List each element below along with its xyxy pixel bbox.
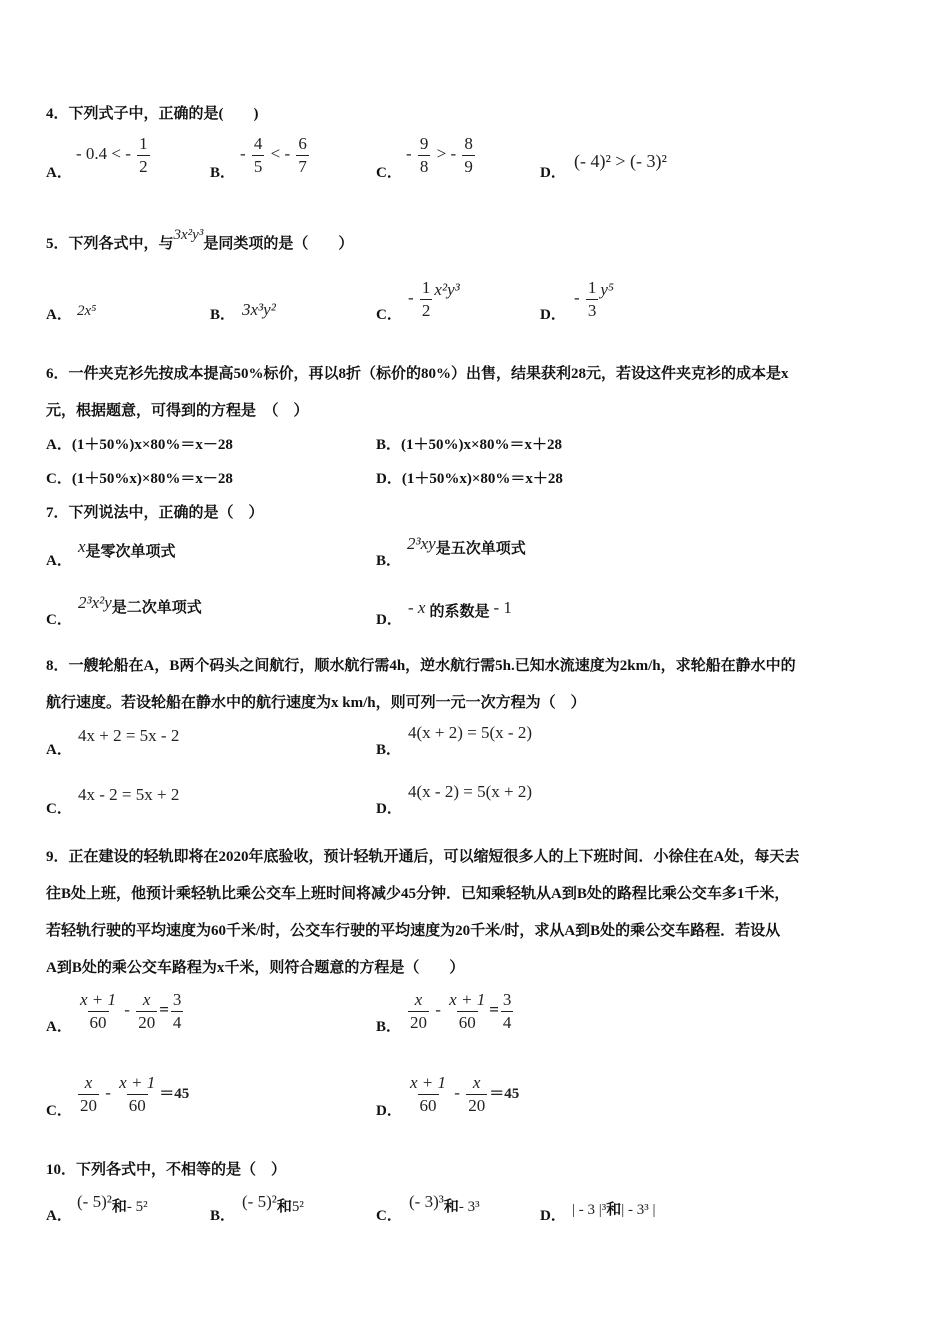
q7-d-val: - 1 xyxy=(493,598,512,617)
q9-b-d3: 4 xyxy=(502,1012,512,1032)
q8-option-b: 4(x + 2) = 5(x - 2) xyxy=(408,723,532,742)
q10-d-e1: | - 3 |³ xyxy=(572,1202,607,1218)
q9-line3: 若轻轨行驶的平均速度为60千米/时，公交车行驶的平均速度为20千米/时，求从A到B处的乘公交车路程．若设从 xyxy=(46,923,781,939)
q10-b-e1: (- 5)² xyxy=(242,1192,277,1211)
q10-option-c xyxy=(409,1192,480,1216)
q9-a-n2: x xyxy=(142,990,151,1009)
q8-option-d: 4(x - 2) = 5(x + 2) xyxy=(408,782,532,801)
q5-option-d: - $\frac{1}{3}$ y⁵ xyxy=(574,278,614,320)
q4-c-mid: > - xyxy=(432,143,461,163)
q9-option-b xyxy=(406,990,515,1032)
q5-label-c: C． xyxy=(376,307,402,323)
q10-c-e2: - 3³ xyxy=(458,1199,480,1215)
q4-b-d2: 7 xyxy=(298,156,307,176)
q4-b-mid: < - xyxy=(266,143,295,163)
q7-option-d xyxy=(408,600,512,621)
q10-label-c: C． xyxy=(376,1208,402,1224)
q7-stem: 7．下列说法中，正确的是（ ） xyxy=(46,505,264,521)
q7-c-expr: 2³x²y xyxy=(78,593,112,612)
q10-option-b xyxy=(242,1192,304,1216)
q9-label-a: A． xyxy=(46,1019,72,1035)
q4-option-c: - $\frac{9}{8}$ > - $\frac{8}{9}$ xyxy=(406,134,473,176)
q4-c-n1: 9 xyxy=(419,134,429,153)
q9-a-n1: x + 1 xyxy=(80,990,117,1009)
q5-option-a: 2x⁵ xyxy=(77,303,97,319)
q9-a-eq: = xyxy=(159,999,169,1019)
q4-c-n2: 8 xyxy=(464,134,473,153)
q6-option-d: D．(1＋50%x)×80%＝x＋28 xyxy=(376,471,563,487)
q6-option-c: C．(1＋50%x)×80%＝x－28 xyxy=(46,471,233,487)
q7-a-text: 是零次单项式 xyxy=(85,544,176,560)
q5-label-d: D． xyxy=(540,307,566,323)
q7-option-b xyxy=(407,534,526,558)
q10-option-d xyxy=(572,1198,656,1219)
q10-d-e2: | - 3³ | xyxy=(621,1202,656,1218)
q9-b-eq: = xyxy=(489,999,499,1019)
q5-c-den: 2 xyxy=(421,300,431,320)
q4-b-d1: 5 xyxy=(253,156,263,176)
q7-label-c: C． xyxy=(46,612,72,628)
q9-c-d1: 20 xyxy=(80,1095,97,1115)
q9-c-d2: 60 xyxy=(128,1095,146,1115)
q10-b-e2: 5² xyxy=(291,1199,304,1215)
q7-option-c xyxy=(78,593,202,617)
q8-option-c: 4x - 2 = 5x + 2 xyxy=(78,785,180,804)
q8-line2: 航行速度。若设轮船在静水中的航行速度为x km/h，则可列一元一次方程为（ ） xyxy=(46,695,586,711)
q4-label-c: C． xyxy=(376,165,402,181)
q5-stem-expr: 3x²y³ xyxy=(173,227,204,243)
q9-a-d2: 20 xyxy=(138,1012,156,1032)
q8-label-c: C． xyxy=(46,801,72,817)
q9-c-n2: x + 1 xyxy=(119,1073,156,1092)
q5-stem-post: 是同类项的是（ ） xyxy=(203,236,354,252)
q7-d-expr: - x xyxy=(408,598,426,617)
q4-label-d: D． xyxy=(540,165,566,181)
q10-a-e2: - 5² xyxy=(126,1199,148,1215)
q5-c-num: 1 xyxy=(421,278,431,297)
q9-label-c: C． xyxy=(46,1103,72,1119)
q9-b-n3: 3 xyxy=(502,990,512,1009)
q7-label-a: A． xyxy=(46,553,72,569)
q10-a-and: 和 xyxy=(111,1199,127,1215)
q8-line1: 8．一艘轮船在A，B两个码头之间航行，顺水航行需4h，逆水航行需5h.已知水流速度为2km/h，求轮船在静水中的 xyxy=(46,658,796,674)
q9-b-d1: 20 xyxy=(410,1012,427,1032)
q5-option-b: 3x³y² xyxy=(242,300,276,319)
q4-label-b: B． xyxy=(210,165,236,181)
q6-option-a: A．(1＋50%)x×80%＝x－28 xyxy=(46,437,233,453)
q10-stem: 10．下列各式中，不相等的是（ ） xyxy=(46,1162,287,1178)
q9-a-d3: 4 xyxy=(172,1012,182,1032)
q5-d-den: 3 xyxy=(587,300,597,320)
q4-b-n1: 4 xyxy=(253,134,263,153)
q9-option-a xyxy=(76,990,185,1032)
q9-b-n1: x xyxy=(414,990,423,1009)
q5-c-tail: x²y³ xyxy=(434,279,460,299)
q4-stem: 4．下列式子中，正确的是( ) xyxy=(46,106,259,122)
q9-b-d2: 60 xyxy=(458,1012,476,1032)
q9-d-n2: x xyxy=(472,1073,481,1092)
q5-d-tail: y⁵ xyxy=(600,279,614,299)
q5-stem xyxy=(46,227,354,253)
q9-d-d2: 20 xyxy=(468,1095,486,1115)
q7-option-a xyxy=(78,537,176,561)
q9-d-d1: 60 xyxy=(419,1095,437,1115)
q8-label-d: D． xyxy=(376,801,402,817)
q4-option-a xyxy=(76,134,152,176)
q10-label-b: B． xyxy=(210,1208,236,1224)
q9-line4: A到B处的乘公交车路程为x千米，则符合题意的方程是（ ） xyxy=(46,960,465,976)
q9-c-n1: x xyxy=(84,1073,93,1092)
q6-line1: 6．一件夹克衫先按成本提高50%标价，再以8折（标价的80%）出售，结果获利28元，若设这件夹克衫的成本是x xyxy=(46,366,789,382)
q9-line2: 往B处上班，他预计乘轻轨比乘公交车上班时间将减少45分钟．已知乘轻轨从A到B处的路程比乘公交车多1千米， xyxy=(46,886,790,902)
q4-a-num: 1 xyxy=(139,134,148,153)
q5-stem-pre: 5．下列各式中，与 xyxy=(46,236,174,252)
q4-option-b: - $\frac{4}{5}$ < - $\frac{6}{7}$ xyxy=(240,134,307,176)
q6-line2: 元，根据题意，可得到的方程是 （ ） xyxy=(46,403,309,419)
q9-c-minus: - xyxy=(105,1082,111,1102)
q9-d-minus: - xyxy=(454,1082,460,1102)
q9-label-d: D． xyxy=(376,1103,402,1119)
q9-d-n1: x + 1 xyxy=(410,1073,447,1092)
q9-line1: 9．正在建设的轻轨即将在2020年底验收，预计轻轨开通后，可以缩短很多人的上下班时间．小徐住在A处，每天去 xyxy=(46,849,800,865)
q10-c-e1: (- 3)³ xyxy=(409,1192,444,1211)
q7-d-text: 的系数是 xyxy=(429,604,490,620)
q10-c-and: 和 xyxy=(443,1199,459,1215)
q7-b-expr: 2³xy xyxy=(407,534,436,553)
q10-option-a xyxy=(77,1192,148,1216)
q10-b-and: 和 xyxy=(276,1199,292,1215)
q7-c-text: 是二次单项式 xyxy=(111,600,202,616)
q6-option-b: B．(1＋50%)x×80%＝x＋28 xyxy=(376,437,563,453)
q7-label-d: D． xyxy=(376,612,402,628)
q9-a-d1: 60 xyxy=(89,1012,107,1032)
q9-option-d xyxy=(406,1073,519,1115)
q9-a-n3: 3 xyxy=(172,990,182,1009)
q7-a-expr: x xyxy=(78,537,86,556)
q9-c-rhs: ＝45 xyxy=(159,1085,190,1102)
q9-b-minus: - xyxy=(435,999,441,1019)
q5-d-num: 1 xyxy=(587,278,597,297)
q9-a-minus: - xyxy=(124,999,130,1019)
q10-label-a: A． xyxy=(46,1208,72,1224)
q7-b-text: 是五次单项式 xyxy=(435,541,526,557)
q9-label-b: B． xyxy=(376,1019,402,1035)
q7-label-b: B． xyxy=(376,553,402,569)
q10-a-e1: (- 5)² xyxy=(77,1192,112,1211)
q4-a-den: 2 xyxy=(139,156,148,176)
q4-c-d1: 8 xyxy=(419,156,429,176)
q5-label-a: A． xyxy=(46,307,72,323)
q5-option-c: - $\frac{1}{2}$ x²y³ xyxy=(408,278,460,320)
q8-label-b: B． xyxy=(376,742,402,758)
q9-option-c xyxy=(76,1073,189,1115)
q9-d-rhs: ＝45 xyxy=(489,1085,520,1102)
q10-d-and: 和 xyxy=(606,1202,622,1218)
q4-b-n2: 6 xyxy=(298,134,307,153)
q10-label-d: D． xyxy=(540,1208,566,1224)
q8-option-a: 4x + 2 = 5x - 2 xyxy=(78,726,180,745)
q9-b-n2: x + 1 xyxy=(449,990,486,1009)
q4-c-d2: 9 xyxy=(464,156,473,176)
q4-a-lhs: - 0.4 < - xyxy=(76,143,136,163)
q4-label-a: A． xyxy=(46,165,72,181)
q8-label-a: A． xyxy=(46,742,72,758)
q5-label-b: B． xyxy=(210,307,236,323)
q4-option-d: (- 4)² > (- 3)² xyxy=(574,151,667,171)
